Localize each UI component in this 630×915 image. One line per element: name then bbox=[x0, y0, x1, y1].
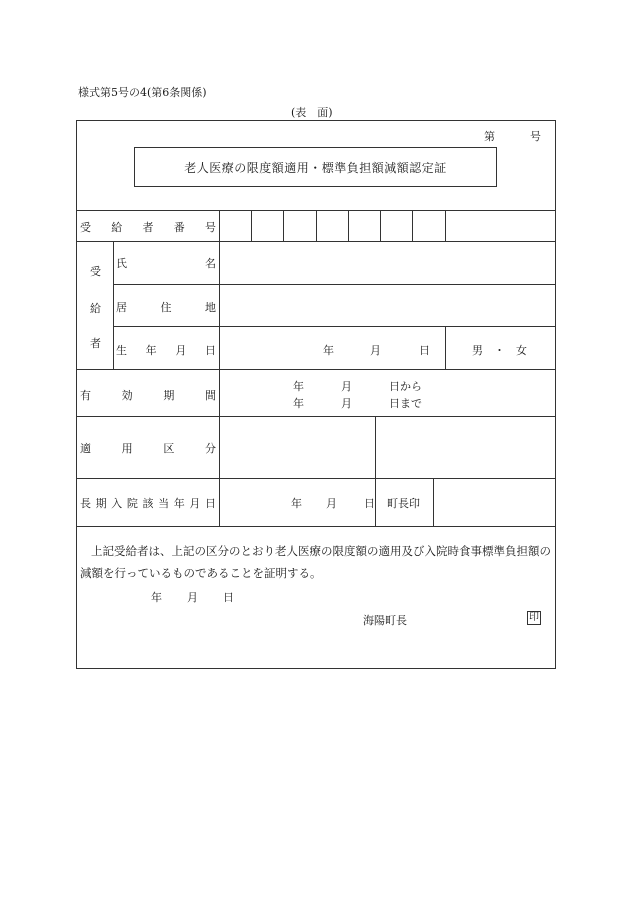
mayor-seal-label: 町長印 bbox=[387, 497, 420, 510]
category-label: 適 用 区 分 bbox=[80, 442, 216, 455]
divider-line bbox=[113, 326, 556, 327]
birthdate-day: 日 bbox=[419, 344, 430, 357]
number-cell-divider bbox=[348, 210, 349, 241]
certificate-title bbox=[134, 147, 497, 187]
seal-stamp-icon: 印 bbox=[529, 612, 539, 623]
validity-to-suffix: 日まで bbox=[389, 397, 422, 410]
sex-cell-divider bbox=[445, 326, 446, 369]
long-term-year: 年 bbox=[291, 497, 302, 510]
form-number-label: 様式第5号の4(第6条関係) bbox=[78, 86, 207, 99]
validity-from-year: 年 bbox=[293, 380, 304, 393]
long-term-label: 長 期 入 院 該 当 年 月 日 bbox=[80, 497, 216, 510]
group-column-divider bbox=[113, 241, 114, 369]
birthdate-label: 生 年 月 日 bbox=[116, 344, 216, 357]
certification-month: 月 bbox=[187, 591, 198, 604]
recipient-group-label: 受 bbox=[90, 265, 101, 278]
certification-text: 上記受給者は、上記の区分のとおり老人医療の限度額の適用及び入院時食事標準負担額の減額を行っているものであることを証明する。 bbox=[80, 544, 551, 580]
number-cell-divider bbox=[283, 210, 284, 241]
birthdate-month: 月 bbox=[370, 344, 381, 357]
long-term-month: 月 bbox=[326, 497, 337, 510]
divider-line bbox=[76, 526, 556, 527]
issuer-name: 海陽町長 bbox=[363, 614, 407, 627]
doc-number-prefix: 第 bbox=[484, 130, 495, 143]
validity-label: 有 効 期 間 bbox=[80, 389, 216, 402]
divider-line bbox=[76, 416, 556, 417]
divider-line bbox=[113, 284, 556, 285]
doc-number-suffix: 号 bbox=[530, 130, 541, 143]
divider-line bbox=[76, 241, 556, 242]
category-divider bbox=[375, 416, 376, 526]
sex-choice: 男 ・ 女 bbox=[472, 344, 527, 357]
label-column-divider bbox=[219, 210, 220, 526]
long-term-day: 日 bbox=[364, 497, 375, 510]
certificate-title-text: 老人医療の限度額適用・標準負担額減額認定証 bbox=[184, 160, 447, 175]
seal-cell-divider bbox=[433, 478, 434, 526]
recipient-number-label: 受 給 者 番 号 bbox=[80, 221, 216, 234]
number-cell-divider bbox=[380, 210, 381, 241]
divider-line bbox=[76, 369, 556, 370]
recipient-group-label: 者 bbox=[90, 337, 101, 350]
number-cell-divider bbox=[316, 210, 317, 241]
validity-to-month: 月 bbox=[341, 397, 352, 410]
address-label: 居 住 地 bbox=[116, 301, 216, 314]
birthdate-year: 年 bbox=[323, 344, 334, 357]
certification-day: 日 bbox=[223, 591, 234, 604]
number-cell-divider bbox=[445, 210, 446, 241]
divider-line bbox=[76, 478, 556, 479]
number-cell-divider bbox=[412, 210, 413, 241]
certification-year: 年 bbox=[151, 591, 162, 604]
side-label: (表 面) bbox=[291, 106, 333, 119]
validity-from-month: 月 bbox=[341, 380, 352, 393]
validity-from-suffix: 日から bbox=[389, 380, 422, 393]
name-label: 氏 名 bbox=[116, 257, 216, 270]
number-cell-divider bbox=[251, 210, 252, 241]
recipient-group-label: 給 bbox=[90, 302, 101, 315]
validity-to-year: 年 bbox=[293, 397, 304, 410]
